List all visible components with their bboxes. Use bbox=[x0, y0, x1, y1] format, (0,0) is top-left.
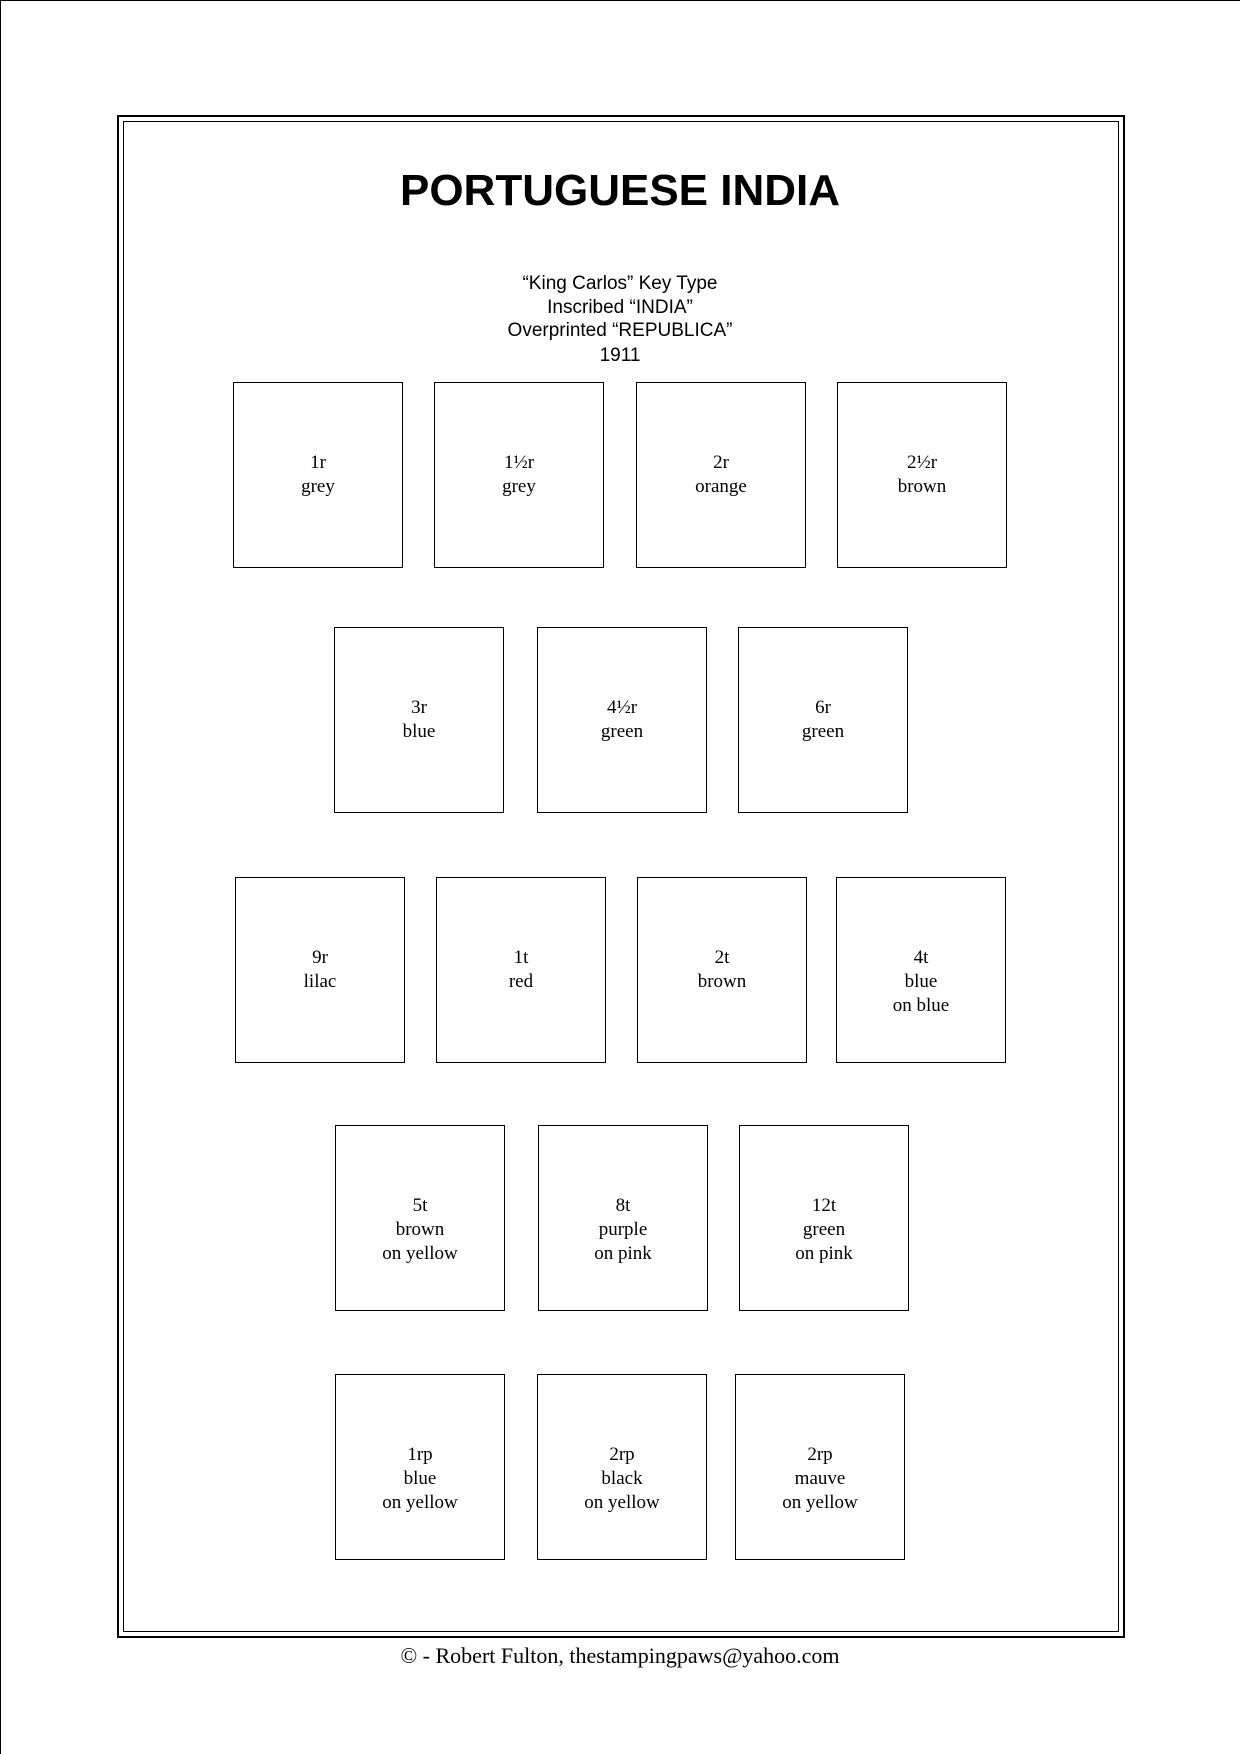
stamp-paper: on yellow bbox=[382, 1243, 458, 1264]
subtitle-line: Overprinted “REPUBLICA” bbox=[507, 320, 733, 341]
stamp-color: blue bbox=[402, 721, 436, 742]
page-title: PORTUGUESE INDIA bbox=[399, 166, 841, 215]
stamp-color: green bbox=[801, 721, 845, 742]
stamp-box bbox=[334, 627, 504, 813]
stamp-box bbox=[735, 1374, 905, 1560]
stamp-box bbox=[335, 1125, 505, 1311]
stamp-box bbox=[738, 627, 908, 813]
stamp-color: grey bbox=[502, 476, 536, 497]
stamp-value: 6r bbox=[815, 697, 831, 718]
stamp-paper: on yellow bbox=[782, 1492, 858, 1513]
copyright-footer: © - Robert Fulton, thestampingpaws@yahoo.com bbox=[400, 1643, 840, 1668]
stamp-value: 4t bbox=[913, 947, 929, 968]
stamp-value: 8t bbox=[615, 1195, 631, 1216]
stamp-color: brown bbox=[697, 971, 747, 992]
stamp-value: 2rp bbox=[609, 1444, 635, 1465]
stamp-box bbox=[537, 1374, 707, 1560]
stamp-box bbox=[335, 1374, 505, 1560]
stamp-value: 5t bbox=[412, 1195, 428, 1216]
stamp-value: 2½r bbox=[906, 452, 938, 473]
stamp-color: blue bbox=[904, 971, 938, 992]
stamp-paper: on blue bbox=[892, 995, 950, 1016]
stamp-value: 1½r bbox=[503, 452, 535, 473]
stamp-value: 9r bbox=[312, 947, 328, 968]
stamp-box bbox=[538, 1125, 708, 1311]
subtitle-line: “King Carlos” Key Type bbox=[522, 273, 718, 294]
stamp-box bbox=[537, 627, 707, 813]
stamp-color: brown bbox=[395, 1219, 445, 1240]
stamp-box bbox=[739, 1125, 909, 1311]
stamp-color: orange bbox=[695, 476, 747, 497]
stamp-color: lilac bbox=[303, 971, 337, 992]
stamp-paper: on yellow bbox=[584, 1492, 660, 1513]
stamp-value: 1rp bbox=[407, 1444, 433, 1465]
stamp-box bbox=[436, 877, 606, 1063]
stamp-box bbox=[235, 877, 405, 1063]
stamp-value: 2t bbox=[714, 947, 730, 968]
stamp-box bbox=[636, 382, 806, 568]
stamp-value: 12t bbox=[811, 1195, 837, 1216]
stamp-paper: on pink bbox=[795, 1243, 853, 1264]
stamp-color: green bbox=[600, 721, 644, 742]
stamp-value: 2rp bbox=[807, 1444, 833, 1465]
stamp-color: black bbox=[601, 1468, 643, 1489]
stamp-value: 4½r bbox=[606, 697, 638, 718]
stamp-color: brown bbox=[897, 476, 947, 497]
stamp-paper: on pink bbox=[594, 1243, 652, 1264]
stamp-color: blue bbox=[403, 1468, 437, 1489]
stamp-color: red bbox=[508, 971, 534, 992]
stamp-box bbox=[837, 382, 1007, 568]
stamp-color: mauve bbox=[794, 1468, 846, 1489]
stamp-box bbox=[836, 877, 1006, 1063]
stamp-color: grey bbox=[301, 476, 335, 497]
stamp-value: 3r bbox=[411, 697, 427, 718]
stamp-value: 2r bbox=[713, 452, 729, 473]
stamp-box bbox=[434, 382, 604, 568]
stamp-color: purple bbox=[598, 1219, 648, 1240]
subtitle-line: 1911 bbox=[599, 345, 641, 366]
subtitle-line: Inscribed “INDIA” bbox=[547, 297, 693, 318]
stamp-color: green bbox=[802, 1219, 846, 1240]
stamp-value: 1t bbox=[513, 947, 529, 968]
stamp-value: 1r bbox=[310, 452, 326, 473]
stamp-box bbox=[637, 877, 807, 1063]
stamp-paper: on yellow bbox=[382, 1492, 458, 1513]
stamp-box bbox=[233, 382, 403, 568]
